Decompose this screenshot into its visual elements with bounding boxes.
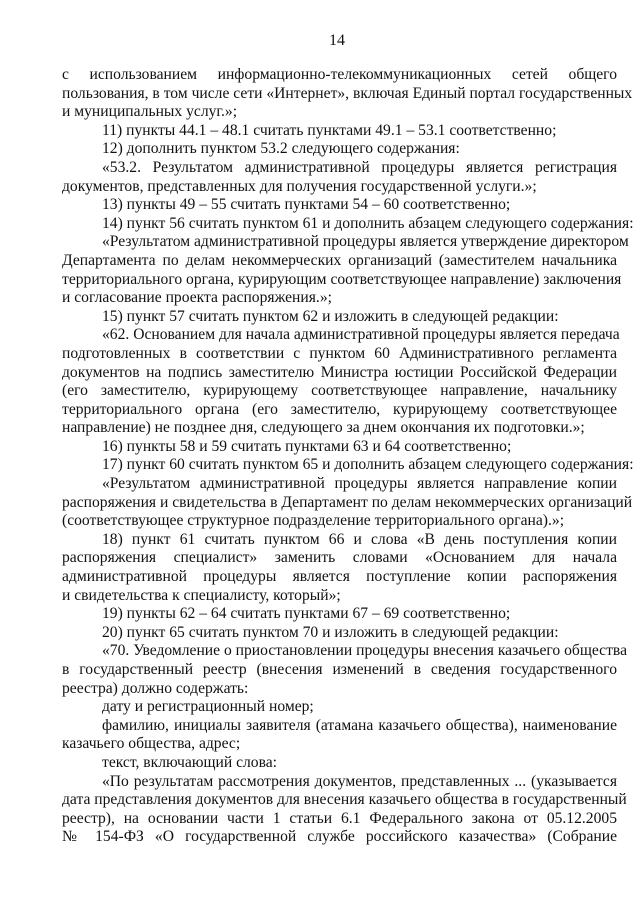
text-line: реестр), на основании части 1 статьи 6.1 Федерального закона от 05.12.2005 — [62, 809, 617, 827]
paragraph — [62, 772, 627, 847]
text-line: (его заместителю, курирующему соответствующее направление, начальнику — [62, 382, 617, 400]
text-line: распоряжения специалист» заменить словами «Основанием для начала — [62, 549, 617, 567]
paragraph — [62, 140, 617, 159]
text-line: документов, представленных для получения государственной услуги.»; — [62, 177, 537, 195]
text-line: 15) пункт 57 считать пунктом 62 и изложить в следующей редакции: — [102, 307, 559, 325]
text-line: «Результатом административной процедуры является направление копии — [102, 475, 617, 493]
text-line: подготовленных в соответствии с пунктом 60 Административного регламента — [62, 344, 617, 362]
text-line: и муниципальных услуг.»; — [62, 103, 238, 121]
text-line: территориального органа (его заместителю, курирующему соответствующее — [62, 400, 617, 418]
text-line: 13) пункты 49 – 55 считать пунктами 54 – 60 соответственно; — [102, 196, 511, 214]
document-body — [62, 66, 634, 847]
text-line: «Результатом административной процедуры является утверждение директором — [102, 233, 629, 251]
text-line: 14) пункт 56 считать пунктом 61 и дополнить абзацем следующего содержания: — [102, 214, 634, 232]
paragraph — [62, 326, 620, 438]
text-line: 16) пункты 58 и 59 считать пунктами 63 и 64 соответственно; — [102, 437, 512, 455]
paragraph — [62, 717, 617, 754]
text-line: и свидетельства к специалисту, который»; — [62, 586, 341, 604]
text-line: в государственный реестр (внесения изменений в сведения государственного — [62, 661, 617, 678]
text-line: (соответствующее структурное подразделение территориального органа).»; — [62, 512, 565, 530]
text-line: дату и регистрационный номер; — [102, 698, 314, 716]
paragraph — [62, 698, 617, 717]
paragraph — [62, 438, 617, 457]
paragraph — [62, 624, 617, 643]
text-line: направление) не позднее дня, следующего за днем окончания их подготовки.»; — [62, 419, 585, 437]
text-line: распоряжения и свидетельства в Департамент по делам некоммерческих организаций — [62, 493, 633, 511]
paragraph — [62, 196, 617, 215]
text-line: дата представления документов для внесения казачьего общества в государственный — [62, 791, 627, 809]
text-line: текст, включающий слова: — [102, 753, 277, 771]
text-line: «62. Основанием для начала административной процедуры является передача — [102, 326, 620, 344]
paragraph — [62, 754, 617, 773]
text-line: «53.2. Результатом административной процедуры является регистрация — [102, 158, 617, 176]
paragraph — [62, 605, 617, 624]
text-line: «По результатам рассмотрения документов, представленных ... (указывается — [102, 772, 617, 790]
text-line: 20) пункт 65 считать пунктом 70 и изложить в следующей редакции: — [102, 623, 559, 641]
page-number: 14 — [329, 32, 345, 49]
text-line: и согласование проекта распоряжения.»; — [62, 289, 332, 307]
paragraph — [62, 475, 633, 531]
text-line: документов на подпись заместителю Министра юстиции Российской Федерации — [62, 363, 617, 381]
text-line: территориального органа, курирующим соответствующее направление) заключения — [62, 270, 622, 288]
text-line: № 154-ФЗ «О государственной службе российского казачества» (Собрание — [62, 828, 617, 846]
text-line: 17) пункт 60 считать пунктом 65 и дополнить абзацем следующего содержания: — [102, 456, 634, 474]
paragraph — [62, 233, 629, 307]
paragraph — [62, 456, 634, 475]
paragraph — [62, 642, 627, 698]
text-line: реестра) должно содержать: — [62, 679, 249, 697]
text-line: «70. Уведомление о приостановлении процедуры внесения казачьего общества — [102, 642, 627, 660]
text-line: 18) пункт 61 считать пунктом 66 и слова «В день поступления копии — [102, 530, 617, 548]
text-line: с использованием информационно-телекоммуникационных сетей общего — [62, 66, 617, 83]
paragraph — [62, 531, 617, 605]
text-line: 19) пункты 62 – 64 считать пунктами 67 – 69 соответственно; — [102, 605, 511, 623]
paragraph — [62, 159, 617, 196]
text-line: казачьего общества, адрес; — [62, 735, 241, 753]
text-line: 12) дополнить пунктом 53.2 следующего содержания: — [102, 140, 460, 158]
text-line: фамилию, инициалы заявителя (атамана казачьего общества), наименование — [102, 716, 617, 734]
paragraph — [62, 122, 617, 141]
text-line: 11) пункты 44.1 – 48.1 считать пунктами 49.1 – 53.1 соответственно; — [102, 121, 557, 139]
text-line: административной процедуры является поступление копии распоряжения — [62, 568, 617, 586]
paragraph — [62, 214, 634, 234]
text-line: пользования, в том числе сети «Интернет», включая Единый портал государственных — [62, 84, 633, 102]
paragraph — [62, 308, 617, 327]
paragraph — [62, 66, 633, 122]
text-line: Департамента по делам некоммерческих организаций (заместителем начальника — [62, 251, 617, 269]
